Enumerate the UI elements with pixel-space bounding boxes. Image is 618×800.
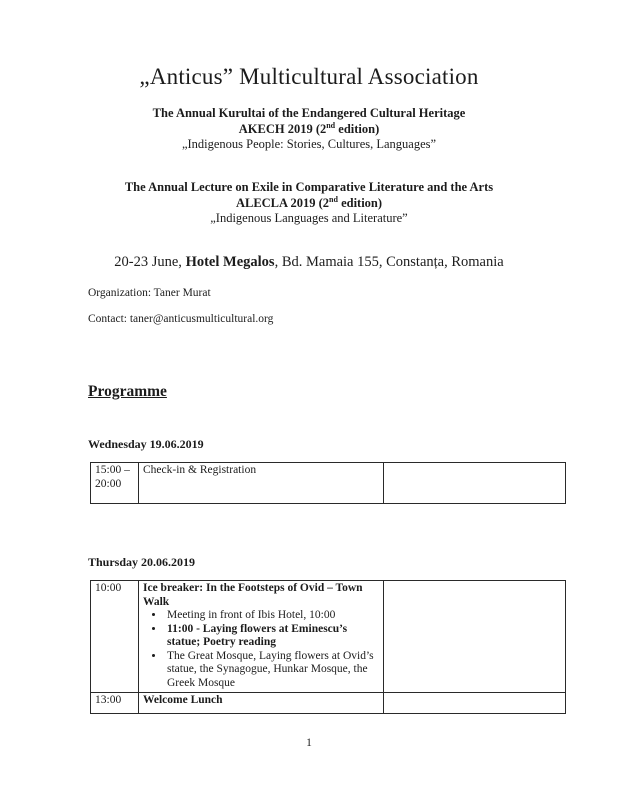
notes-cell (384, 463, 566, 504)
event-acronym-suffix: edition) (337, 195, 383, 210)
time-cell: 13:00 (91, 693, 139, 714)
activity-bullet: • Meeting in front of Ibis Hotel, 10:00 (165, 609, 380, 623)
activity-cell (139, 581, 384, 693)
venue-hotel: Hotel Megalos (185, 254, 275, 270)
ordinal-superscript: nd (329, 194, 338, 204)
page-number: 1 (306, 737, 312, 749)
activity-cell: Welcome Lunch (139, 693, 384, 714)
activity-title: Ice breaker: In the Footsteps of Ovid – Town Walk (143, 582, 363, 608)
document-title: „Anticus” Multicultural Association (139, 64, 479, 89)
schedule-table-wednesday (90, 462, 566, 504)
table-row (91, 693, 566, 714)
contact-line: Contact: taner@anticusmulticultural.org (88, 313, 274, 325)
notes-cell (384, 581, 566, 693)
table-row (91, 463, 566, 504)
event-acronym-prefix: AKECH 2019 (2 (238, 121, 327, 136)
notes-cell (384, 693, 566, 714)
event-acronym-suffix: edition) (335, 121, 380, 136)
event-acronym (0, 196, 618, 212)
venue-line (0, 254, 618, 271)
event-acronym-prefix: ALECLA 2019 (2 (235, 195, 330, 210)
event-theme: „Indigenous People: Stories, Cultures, Languages” (181, 137, 437, 151)
activity-bullet: • 11:00 - Laying flowers at Eminescu’s statue; Poetry reading (165, 623, 380, 650)
day-heading-wednesday: Wednesday 19.06.2019 (88, 437, 204, 451)
ordinal-superscript: nd (326, 120, 336, 130)
event-heading-alecla (0, 180, 618, 227)
event-name: The Annual Kurultai of the Endangered Cultural Heritage (152, 106, 466, 120)
programme-heading: Programme (88, 383, 167, 400)
schedule-table-thursday (90, 580, 566, 714)
time-cell: 15:00 – 20:00 (91, 463, 139, 504)
event-theme: „Indigenous Languages and Literature” (210, 211, 408, 225)
event-name: The Annual Lecture on Exile in Comparative Literature and the Arts (124, 180, 494, 194)
day-heading-thursday: Thursday 20.06.2019 (88, 555, 196, 569)
event-heading-akech (0, 106, 618, 153)
activity-bullet-list (143, 609, 380, 690)
time-cell: 10:00 (91, 581, 139, 693)
event-acronym (0, 122, 618, 138)
activity-cell: Check-in & Registration (139, 463, 384, 504)
organization-line: Organization: Taner Murat (88, 287, 211, 299)
venue-address: , Bd. Mamaia 155, Constanța, Romania (274, 254, 504, 270)
venue-dates: 20-23 June, (114, 254, 186, 270)
table-row (91, 581, 566, 693)
activity-bullet: • The Great Mosque, Laying flowers at Ovid’s statue, the Synagogue, Hunkar Mosque, the Greek Mosque (165, 650, 380, 691)
